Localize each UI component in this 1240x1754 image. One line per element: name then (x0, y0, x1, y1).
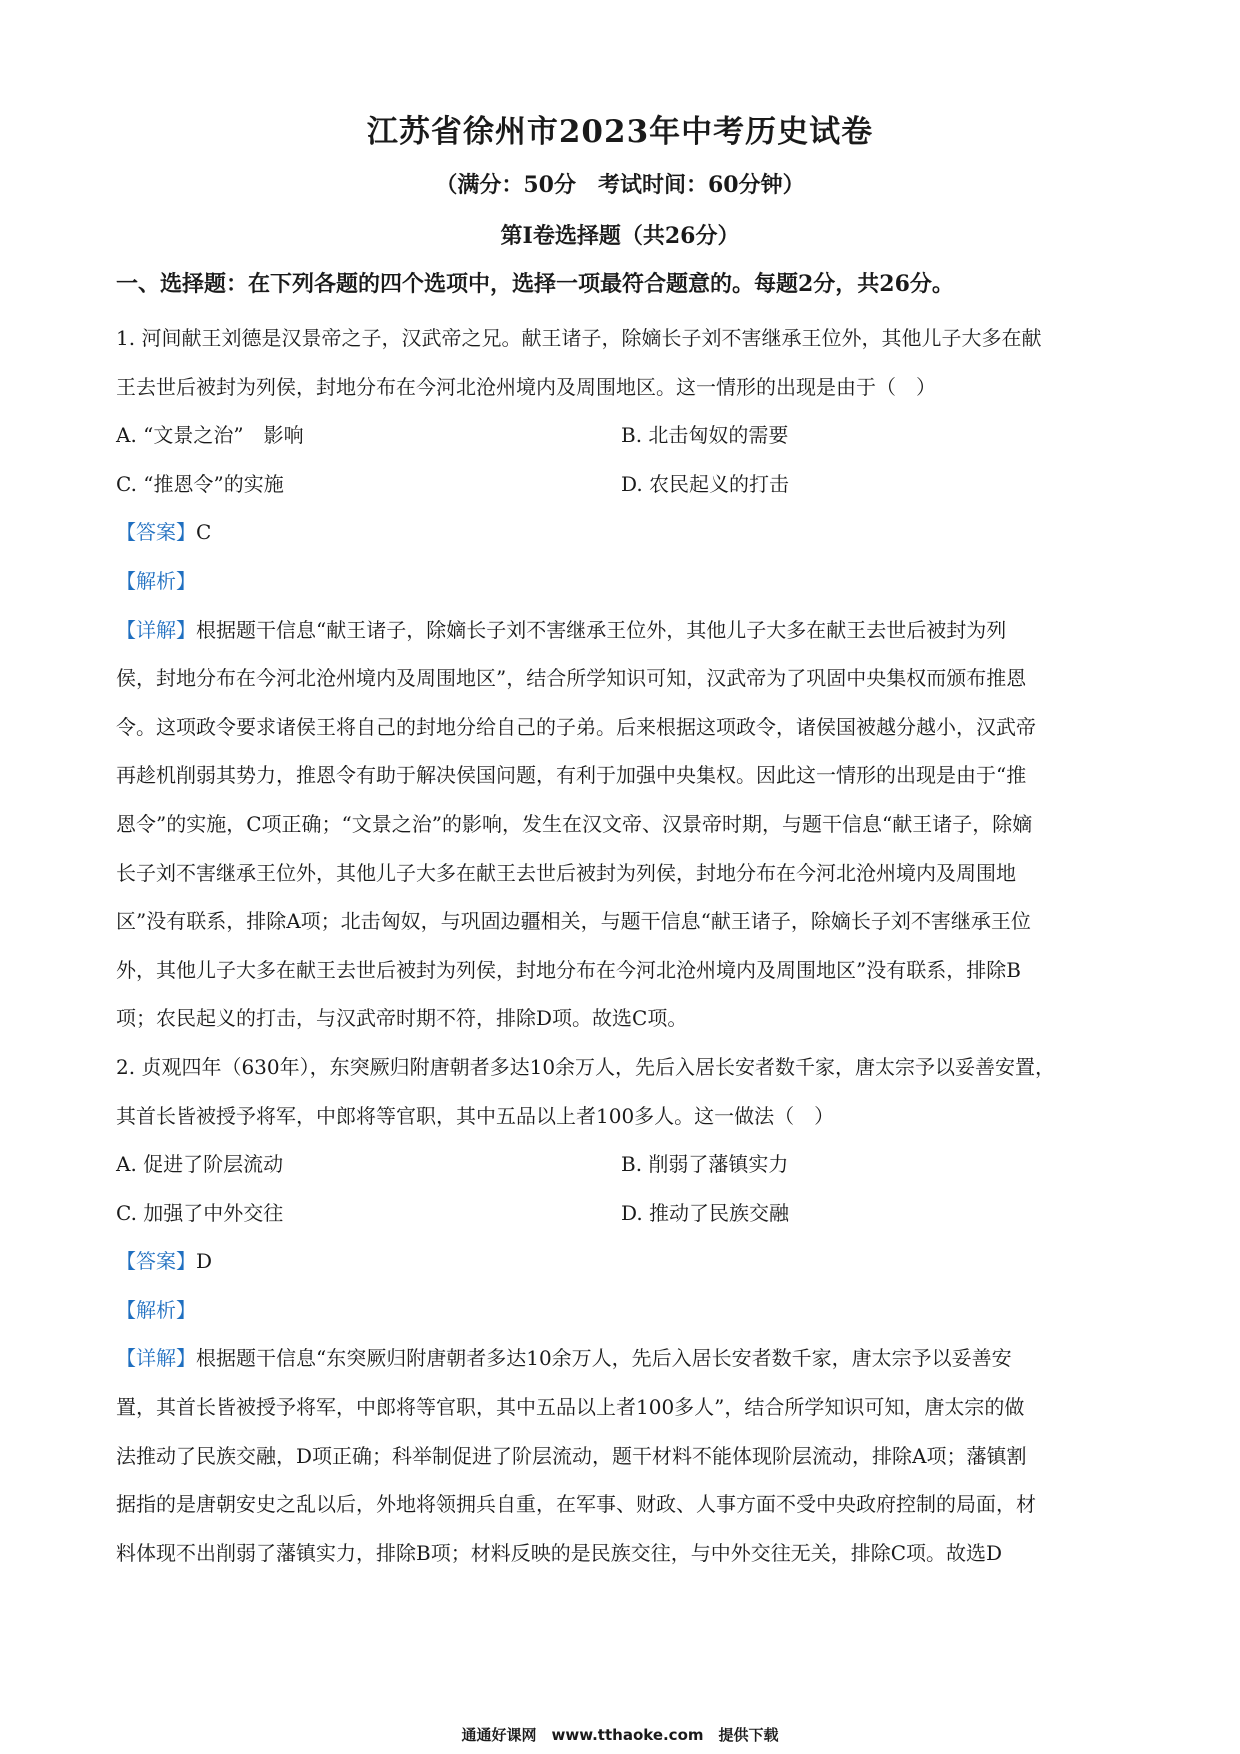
detail-line: 侯，封地分布在今河北沧州境内及周围地区”，结合所学知识可知，汉武帝为了巩固中央集权而颁布推恩 (116, 666, 1027, 691)
detail-line: 令。这项政令要求诸侯王将自己的封地分给自己的子弟。后来根据这项政令，诸侯国被越分越小，汉武帝 (116, 714, 1036, 739)
section-heading: 一、选择题：在下列各题的四个选项中，选择一项最符合题意的。每题2分，共26分。 (116, 271, 954, 297)
option-d: D. 推动了民族交融 (621, 1200, 790, 1225)
detail-label: 【详解】 (116, 1346, 196, 1371)
questions-body (116, 314, 1136, 1577)
page-title: 江苏省徐州市2023年中考历史试卷 (366, 114, 874, 150)
options-row (116, 1189, 1136, 1238)
options-row (116, 411, 1136, 460)
option-c: C. 加强了中外交往 (116, 1200, 284, 1225)
analysis-label: 【解析】 (116, 1297, 196, 1322)
option-b: B. 北击匈奴的需要 (621, 423, 789, 448)
detail-line: 置，其首长皆被授予将军，中郎将等官职，其中五品以上者100多人”，结合所学知识可知，唐太宗的做 (116, 1395, 1025, 1420)
question-stem-line: 其首长皆被授予将军，中郎将等官职，其中五品以上者100多人。这一做法（ ） (116, 1103, 835, 1128)
answer-line (116, 508, 1136, 557)
question-stem-line: 1. 河间献王刘德是汉景帝之子，汉武帝之兄。献王诸子，除嫡长子刘不害继承王位外，其他儿子大多在献 (116, 326, 1042, 350)
detail-text: 根据题干信息“献王诸子，除嫡长子刘不害继承王位外，其他儿子大多在献王去世后被封为列 (196, 617, 1007, 642)
question-1 (116, 314, 1136, 1043)
answer-value: D (196, 1249, 213, 1274)
detail-line: 恩令”的实施，C项正确；“文景之治”的影响，发生在汉文帝、汉景帝时期，与题干信息“献王诸子，除嫡 (116, 811, 1033, 836)
detail-line: 法推动了民族交融，D项正确；科举制促进了阶层流动，题干材料不能体现阶层流动，排除A项；藩镇割 (116, 1443, 1027, 1468)
analysis-label: 【解析】 (116, 568, 196, 593)
detail-line: 项；农民起义的打击，与汉武帝时期不符，排除D项。故选C项。 (116, 1006, 688, 1031)
option-d: D. 农民起义的打击 (621, 471, 790, 496)
detail-line: 区”没有联系，排除A项；北击匈奴，与巩固边疆相关，与题干信息“献王诸子，除嫡长子刘不害继承王位 (116, 909, 1031, 934)
detail-line: 长子刘不害继承王位外，其他儿子大多在献王去世后被封为列侯，封地分布在今河北沧州境内及周围地 (116, 860, 1016, 885)
answer-label: 【答案】 (116, 520, 196, 545)
detail-line: 料体现不出削弱了藩镇实力，排除B项；材料反映的是民族交往，与中外交往无关，排除C项。故选D (116, 1540, 1003, 1565)
detail-line (116, 606, 1136, 655)
option-a: A. 促进了阶层流动 (116, 1152, 284, 1177)
question-2 (116, 1043, 1136, 1578)
answer-label: 【答案】 (116, 1249, 196, 1274)
answer-value: C (196, 520, 212, 545)
detail-label: 【详解】 (116, 617, 196, 642)
part-heading: 第Ⅰ卷选择题（共26分） (500, 223, 740, 249)
detail-text: 根据题干信息“东突厥归附唐朝者多达10余万人，先后入居长安者数千家，唐太宗予以妥善安 (196, 1346, 1012, 1371)
options-row (116, 460, 1136, 509)
exam-info: （满分：50分 考试时间：60分钟） (435, 172, 805, 198)
answer-line (116, 1237, 1136, 1286)
option-b: B. 削弱了藩镇实力 (621, 1152, 789, 1177)
question-stem-line: 王去世后被封为列侯，封地分布在今河北沧州境内及周围地区。这一情形的出现是由于（ ） (116, 374, 936, 399)
analysis-line (116, 557, 1136, 606)
detail-line (116, 1334, 1136, 1383)
options-row (116, 1140, 1136, 1189)
detail-line: 再趁机削弱其势力，推恩令有助于解决侯国问题，有利于加强中央集权。因此这一情形的出现是由于“推 (116, 763, 1027, 788)
question-stem-line: 2. 贞观四年（630年），东突厥归附唐朝者多达10余万人，先后入居长安者数千家，唐太宗予以妥善安置， (116, 1054, 1056, 1079)
footer-text: 通通好课网 www.tthaoke.com 提供下载 (461, 1726, 779, 1744)
option-a: A. “文景之治” 影响 (116, 423, 304, 448)
option-c: C. “推恩令”的实施 (116, 471, 284, 496)
analysis-line (116, 1286, 1136, 1335)
detail-line: 据指的是唐朝安史之乱以后，外地将领拥兵自重，在军事、财政、人事方面不受中央政府控制的局面，材 (116, 1492, 1036, 1517)
detail-line: 外，其他儿子大多在献王去世后被封为列侯，封地分布在今河北沧州境内及周围地区”没有联系，排除B (116, 957, 1021, 982)
